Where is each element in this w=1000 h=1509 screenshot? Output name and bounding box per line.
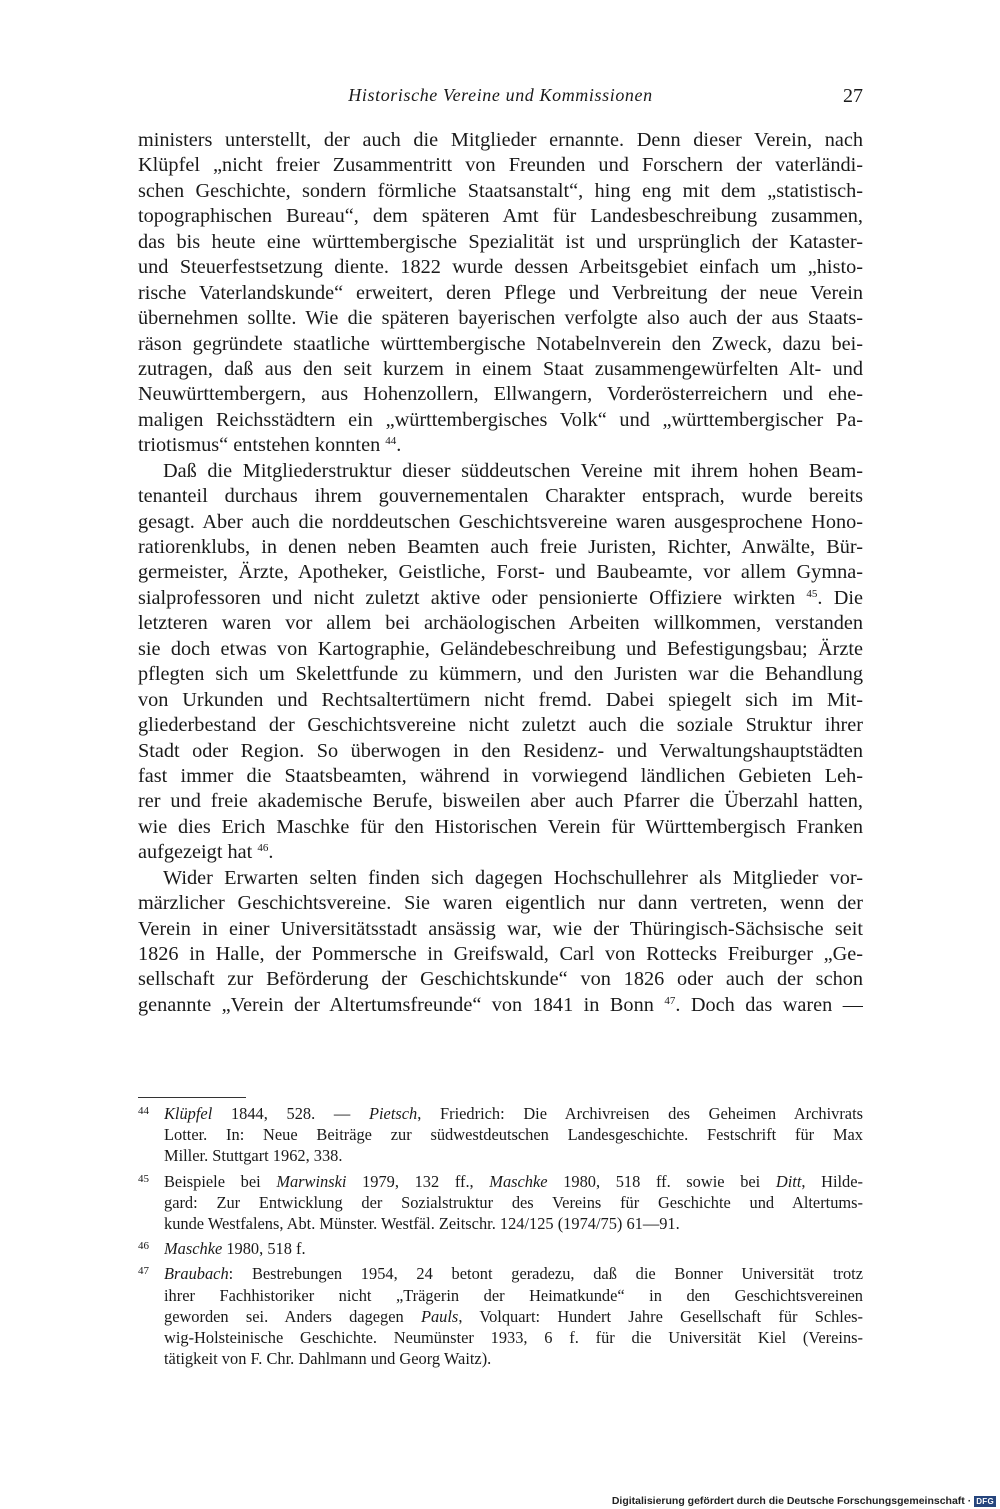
footnote-45 <box>138 1171 863 1235</box>
footnote-ref-46[interactable]: 46 <box>257 842 269 855</box>
text-segment: 1844, 528. — <box>212 1104 369 1123</box>
running-head: Historische Vereine und Kommissionen <box>348 85 653 105</box>
body-text <box>138 128 863 1018</box>
footnote-number: 46 <box>138 1240 149 1253</box>
text-line: gliederbestand der Geschichtsvereine nicht zuletzt auch die soziale Struktur ihrer <box>138 714 863 737</box>
author-name: Pietsch <box>368 1104 418 1123</box>
text-line: rische Vaterlandskunde“ erweitert, deren Pflege und Verbreitung der neue Verein <box>138 281 863 304</box>
footnote-ref-45[interactable]: 45 <box>806 587 818 600</box>
author-name: Klüpfel <box>164 1104 213 1123</box>
dfg-logo: DFG <box>976 1496 994 1506</box>
footnote-separator <box>138 1097 246 1098</box>
digitization-credit <box>612 1494 996 1508</box>
text-line: tenanteil durchaus ihrem gouvernementalen Charakter entsprach, wurde bereits <box>138 485 863 508</box>
text-line: germeister, Ärzte, Apotheker, Geistliche, Forst- und Baubeamte, vor allem Gymna- <box>138 561 863 584</box>
text-segment: , Volquart: Hundert Jahre Gesellschaft für Schles- <box>458 1306 863 1326</box>
author-name: Braubach <box>164 1264 229 1284</box>
text-segment: . Die <box>817 586 863 609</box>
text-line: 1826 in Halle, der Pommersche in Greifswald, Carl von Rottecks Freiburger „Ge- <box>138 943 863 965</box>
text-line: topographischen Bureau“, dem späteren Amt für Landesbeschreibung zusammen, <box>138 205 863 228</box>
footnote-line: kunde Westfalens, Abt. Münster. Westfäl. Zeitschr. 124/125 (1974/75) 61—91. <box>164 1213 680 1233</box>
author-name: Marwinski <box>276 1171 347 1191</box>
text-line: das bis heute eine württembergische Spezialität ist und ursprünglich der Kataster- <box>138 230 863 253</box>
text-line: Daß die Mitgliederstruktur dieser süddeutschen Vereine mit ihrem hohen Beam- <box>163 459 863 482</box>
text-line: rer und freie akademische Berufe, bisweilen aber auch Pfarrer die Überzahl hatten, <box>138 790 863 813</box>
page-header <box>138 85 863 113</box>
text-line: Verein in einer Universitätsstadt ansässig war, wie der Thüringisch-Sächsische seit <box>138 917 863 940</box>
footnote-46 <box>138 1238 863 1259</box>
text-line: ratiorenklubs, in denen neben Beamten auch freie Juristen, Richter, Anwälte, Bür- <box>138 536 863 558</box>
footnote-line: tätigkeit von F. Chr. Dahlmann und Georg Waitz). <box>164 1349 492 1369</box>
text-line: sellschaft zur Beförderung der Geschichtskunde“ von 1826 oder auch der schon <box>138 968 863 991</box>
footnote-line: Miller. Stuttgart 1962, 338. <box>164 1146 343 1166</box>
credit-text: Digitalisierung gefördert durch die Deutsche Forschungsgemeinschaft · <box>611 1495 972 1507</box>
footnote-line <box>164 1238 863 1259</box>
text-line: maligen Reichsstädtern ein „württembergisches Volk“ und „württembergischer Pa- <box>138 408 863 431</box>
text-line: Stadt oder Region. So überwogen in den Residenz- und Verwaltungshauptstädten <box>138 739 863 762</box>
footnote-ref-47[interactable]: 47 <box>664 994 676 1007</box>
text-segment: , Hilde- <box>801 1171 863 1191</box>
text-line: übernehmen sollte. Wie die späteren bayerischen verfolgte also auch der aus Staats- <box>138 307 863 330</box>
text-segment: : Bestrebungen 1954, 24 betont geradezu, daß die Bonner Universität trotz <box>228 1264 863 1284</box>
text-line: von Urkunden und Rechtsaltertümern nicht fremd. Dabei spiegelt sich im Mit- <box>138 688 863 711</box>
footnote-number: 44 <box>138 1105 149 1117</box>
text-segment: . <box>268 841 274 864</box>
text-segment: genannte „Verein der Altertumsfreunde“ von 1841 in Bonn <box>138 993 665 1016</box>
footnote-line <box>164 1103 863 1124</box>
text-line: Neuwürttembergern, aus Hohenzollern, Ellwangern, Vorderösterreichern und ehe- <box>138 383 863 406</box>
text-line: letzteren waren vor allem bei archäologischen Arbeiten willkommen, verstanden <box>138 612 863 635</box>
footnote-line <box>164 1306 863 1327</box>
text-segment: , Friedrich: Die Archivreisen des Geheimen Archivrats <box>417 1104 863 1123</box>
text-line: ministers unterstellt, der auch die Mitglieder ernannte. Denn dieser Verein, nach <box>138 129 863 151</box>
footnote-line: wig-Holsteinische Geschichte. Neumünster 1933, 6 f. für die Universität Kiel (Vereins- <box>164 1327 863 1347</box>
text-segment: aufgezeigt hat <box>138 841 258 864</box>
text-segment: Beispiele bei <box>164 1171 277 1191</box>
text-segment: sialprofessoren und nicht zuletzt aktive oder pensionierte Offiziere wirkten <box>138 586 807 609</box>
footnote-number: 45 <box>138 1172 149 1185</box>
author-name: Maschke <box>164 1239 223 1259</box>
text-line: und Steuerfestsetzung diente. 1822 wurde dessen Arbeitsgebiet einfach um „histo- <box>138 256 863 279</box>
text-line: sie doch etwas von Kartographie, Geländebeschreibung und Befestigungsbau; Ärzte <box>138 637 863 660</box>
text-segment: 1980, 518 ff. sowie bei <box>547 1171 776 1191</box>
text-segment: geworden sei. Anders dagegen <box>164 1306 421 1326</box>
text-line: schen Geschichte, sondern förmliche Staatsanstalt“, hing eng mit dem „statistisch- <box>138 179 863 202</box>
author-name: Ditt <box>775 1171 802 1191</box>
text-line <box>138 586 863 611</box>
text-line: gesagt. Aber auch die norddeutschen Geschichtsvereine waren ausgesprochene Hono- <box>138 510 863 533</box>
text-line <box>138 993 863 1018</box>
text-line: Klüpfel „nicht freier Zusammentritt von Freunden und Forschern der vaterländi- <box>138 154 863 177</box>
text-segment: triotismus“ entstehen konnten <box>138 434 386 457</box>
text-line: räson gegründete staatliche württembergische Notabelnverein den Zweck, dazu bei- <box>138 332 863 355</box>
page-number: 27 <box>843 85 863 107</box>
text-segment: . <box>396 434 402 457</box>
footnote-line <box>164 1171 863 1192</box>
footnote-line: Lotter. In: Neue Beiträge zur südwestdeutschen Landesgeschichte. Festschrift für Max <box>164 1125 863 1145</box>
author-name: Pauls <box>420 1306 459 1326</box>
footnotes <box>138 1103 863 1369</box>
text-line: zutragen, daß aus den seit kurzem in einem Staat zusammengewürfelten Alt- und <box>138 357 863 380</box>
text-segment: 1979, 132 ff., <box>346 1171 490 1191</box>
footnote-ref-44[interactable]: 44 <box>385 435 397 448</box>
text-line: fast immer die Staatsbeamten, während in vorwiegend ländlichen Gebieten Leh- <box>138 764 863 787</box>
text-line <box>138 433 863 458</box>
text-line: pflegten sich um Skelettfunde zu kümmern, und den Juristen war die Behandlung <box>138 663 863 686</box>
footnote-number: 47 <box>138 1265 149 1278</box>
text-segment: . Doch das waren — <box>675 993 863 1016</box>
footnote-line <box>164 1263 863 1284</box>
footnote-44 <box>138 1103 863 1167</box>
footnote-line: gard: Zur Entwicklung der Sozialstruktur des Vereins für Geschichte und Altertums- <box>164 1192 863 1212</box>
text-line: Wider Erwarten selten finden sich dagegen Hochschullehrer als Mitglieder vor- <box>163 866 863 889</box>
text-line <box>138 840 863 865</box>
footnote-line: ihrer Fachhistoriker nicht „Trägerin der Heimatkunde“ in den Geschichtsvereinen <box>164 1285 863 1305</box>
text-segment: 1980, 518 f. <box>222 1239 306 1259</box>
text-line: märzlicher Geschichtsvereine. Sie waren eigentlich nur dann vertreten, wenn der <box>138 892 863 915</box>
footnote-47 <box>138 1263 863 1369</box>
author-name: Maschke <box>489 1171 548 1191</box>
text-line: wie dies Erich Maschke für den Historischen Verein für Württembergisch Franken <box>138 815 863 838</box>
